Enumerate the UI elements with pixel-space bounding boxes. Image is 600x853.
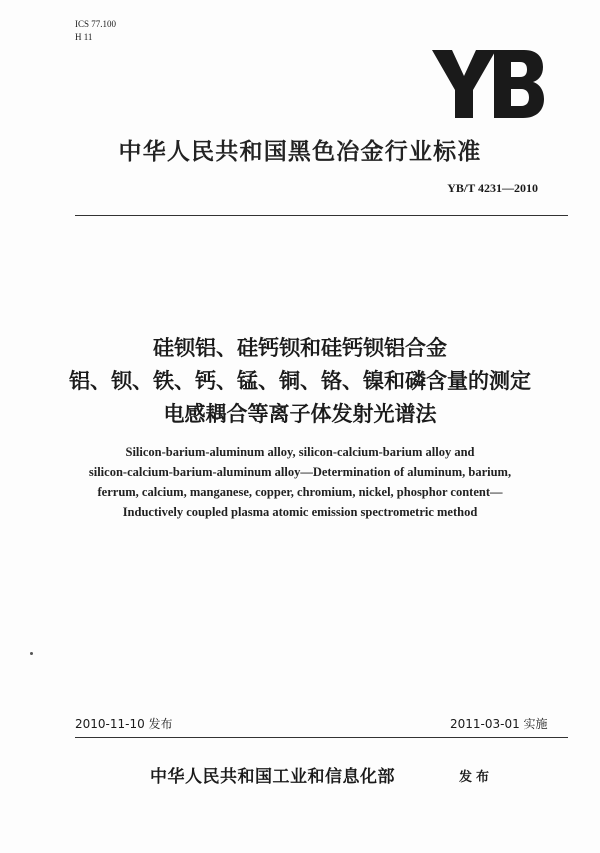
english-title-line-4: Inductively coupled plasma atomic emission spectrometric method [122, 505, 478, 519]
chinese-title-line-2: 铝、钡、铁、钙、锰、铜、铬、镍和磷含量的测定 [69, 369, 531, 393]
ics-code: ICS 77.100 [75, 19, 117, 29]
chinese-title-line-1: 硅钡铝、硅钙钡和硅钙钡铝合金 [153, 336, 447, 360]
standard-category-title: 中华人民共和国黑色冶金行业标准 [118, 139, 482, 165]
issuing-authority: 中华人民共和国工业和信息化部 [150, 767, 395, 787]
yb-logo [432, 50, 544, 118]
issue-date: 2010-11-10 发布 [75, 717, 173, 731]
english-title-line-3: ferrum, calcium, manganese, copper, chromium, nickel, phosphor content— [97, 485, 503, 499]
english-title-line-1: Silicon-barium-aluminum alloy, silicon-calcium-barium alloy and [125, 445, 475, 459]
classification-codes [75, 18, 116, 44]
issue-label: 发布 [459, 770, 494, 785]
chinese-title-line-3: 电感耦合等离子体发射光谱法 [163, 402, 437, 426]
ccs-code: H 11 [75, 32, 93, 42]
standard-code: YB/T 4231—2010 [447, 181, 538, 195]
scan-speck [30, 652, 33, 655]
top-divider [75, 215, 568, 216]
implementation-date: 2011-03-01 实施 [450, 717, 548, 731]
bottom-divider [75, 737, 568, 738]
english-title-line-2: silicon-calcium-barium-aluminum alloy—Determination of aluminum, barium, [88, 465, 512, 479]
